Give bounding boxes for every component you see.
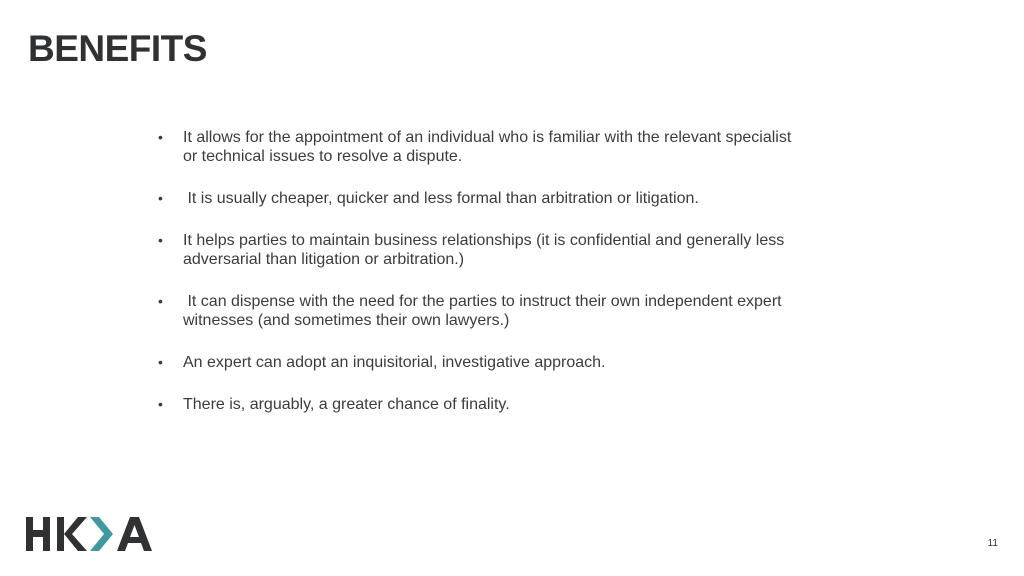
logo-letter-k-upper <box>64 517 87 534</box>
list-item <box>158 292 798 330</box>
list-item-text: It helps parties to maintain business relationships (it is confidential and generally less adversarial than litigation or arbitration.) <box>183 232 785 268</box>
list-item <box>158 189 798 208</box>
list-item-text: There is, arguably, a greater chance of finality. <box>183 396 510 413</box>
bullet-marker: • <box>158 293 163 309</box>
logo-chevron-icon <box>90 517 113 551</box>
list-item-text: It allows for the appointment of an individual who is familiar with the relevant specialist or technical issues to resolve a dispute. <box>183 129 792 165</box>
bullet-marker: • <box>158 232 163 248</box>
bullet-marker: • <box>158 190 163 206</box>
list-item <box>158 353 798 372</box>
list-item <box>158 395 798 414</box>
benefits-list <box>158 128 798 437</box>
logo-letter-h-right <box>43 517 50 551</box>
list-item-text: An expert can adopt an inquisitorial, investigative approach. <box>183 354 606 371</box>
page-number: 11 <box>987 538 998 549</box>
list-item-text: It is usually cheaper, quicker and less formal than arbitration or litigation. <box>183 190 699 207</box>
bullet-marker: • <box>158 354 163 370</box>
hka-logo <box>26 516 152 552</box>
list-item <box>158 231 798 269</box>
list-item <box>158 128 798 166</box>
logo-letter-k-stem <box>57 517 64 551</box>
bullet-marker: • <box>158 396 163 412</box>
slide-title: BENEFITS <box>28 28 207 69</box>
list-item-text: It can dispense with the need for the parties to instruct their own independent expert witnesses (and sometimes their own lawyers.) <box>183 293 787 329</box>
logo-letter-k-lower <box>64 534 87 551</box>
bullet-marker: • <box>158 129 163 145</box>
